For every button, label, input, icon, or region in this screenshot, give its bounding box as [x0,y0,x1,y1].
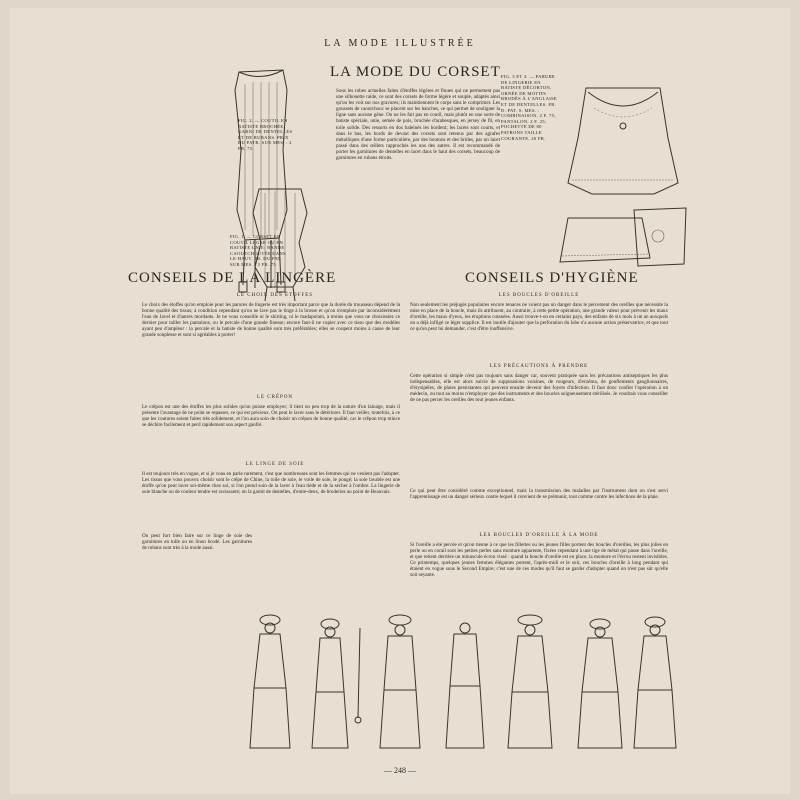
hygiene-subheading-precautions: LES PRÉCAUTIONS À PRENDRE [489,364,589,369]
hygiene-paragraph-precautions: Cette opération si simple n'est pas toujours sans danger car, souvent pratiquée sans les précautions antiseptiques les plus indispensables, elle est alors suivie de suppurations voisines, de rougeurs, d'eczéma, de gonflements ganglionnaires, d'érysipèles, de plaies persistantes qui peuvent ensuite devenir des foyers d'infection. Il faut donc confier l'opération à un médecin, ou tout au moins n'employer que des instruments et des boucles soigneusement stérilisés. Je voudrais vous conseiller de ne pas percer les oreilles des tout jeunes enfants. [410,373,668,404]
magazine-page [10,8,790,794]
hygiene-subheading-boucles: LES BOUCLES D'OREILLE [498,293,580,298]
hygiene-paragraph-mode: Si l'oreille a été percée et qu'on tienne à ce que les fillettes ou les jeunes filles portent des boucles d'oreilles, les plus jolies en perle ou en corail sont les petites perles sans monture apparente, fixées cependant à une tige de métal qui passe dans l'oreille, et que retient derrière un minuscule écrou vissé : quand la boucle d'oreille est en place, la monture et l'écrou restent invisibles. Ce printemps, quelques jeunes femmes élégantes portent, l'après-midi et le soir, ces boucles d'oreille à long pendant qui étaient en vogue sous le Second Empire; c'est une de ces modes qu'il faut se garder d'adopter quand on n'est pas sûr qu'elle soit seyante. [410,542,668,579]
lingere-subheading-etoffes: LE CHOIX DES ÉTOFFES [236,293,314,298]
page-number: — 248 — [384,766,416,775]
masthead: LA MODE ILLUSTRÉE [324,38,476,49]
lingere-paragraph-crepon: Le crêpon est une des étoffes les plus solides qu'on puisse employer; il tient un peu trop de la nature d'un lainage, mais il présente l'avantage de ne point se repasser, ce qui est précieux. On peut le laver sans le détériorer. Il faut veiller, toutefois, à ce que les coutures soient faites très solidement, et l'on aura soin de choisir un crêpon de bonne qualité, car le crêpon trop mince se déchire facilement et perd rapidement son aspect gaufré. [142,404,400,429]
fig3-4-caption: FIG. 3 ET 4. — PARURE DE LINGERIE EN BATISTE DÉCORTON, ORNÉE DE MOTIFS BRODÉS À L'ANGLAISE ET DE DENTELLES. PR. D. PAT. S. MES. : COMBINAISON, 2 F. 75; PANTALON, 2 F. 25; POCHETTE DE 80 PATRONS TAILLE COURANTE, 20 FR. [501,74,558,141]
hygiene-paragraph-precautions-2: Ce qui peut être considéré comme exceptionnel, mais la transmission des maladies par l'instrument dont on s'est servi l'apprentissage est un danger sérieux contre lequel il convient de se prémunir, tout comme contre les infections de la plaie. [410,488,668,501]
fashion-figures-illustration [240,608,680,758]
lingere-title: CONSEILS DE LA LINGÈRE [128,270,337,286]
hygiene-subheading-mode: LES BOUCLES D'OREILLE À LA MODE [479,533,599,538]
hygiene-title: CONSEILS D'HYGIÈNE [465,270,639,286]
lingere-subheading-crepon: LE CRÊPON [256,395,294,400]
fig2-caption: FIG. 2. — COUTIL EN BATISTE BROCHÉE, GARNI DE DENTELLES ET DE RUBANS. PRIX DU PATR. SUR MES. : 2 FR. 75. [238,118,293,151]
lingere-paragraph-soie-continued: On peut fort bien faire sur ce linge de soie des garnitures en tulle ou en linon brodé. Les garnitures de rubans sont très à la mode aussi. [142,533,252,552]
lingerie-set-illustration [558,68,688,278]
lingere-paragraph-etoffes: Le choix des étoffes qu'on emploie pour les parures de lingerie est très important parce que la durée du trousseau dépend de la bonne qualité des tissus; à condition cependant qu'on ne lave pas le linge à la brosse et qu'on n'emploie par inconsidérément l'eau de Javel et d'autres mordants. Je ne vous conseille ni le shirting, ni le madapolam, à moins que vous ne choisissiez ce dernier pour tailler les pantalons, ou le percale d'une grande finesse; encore faut-il ne copier avec ce tissu que des modèles ayant peu d'ampleur : la percale et la batiste de bonne qualité sont très préférables; elles se coupent moins à cause de leur grande souplesse et sont si agréables à porter! [142,302,400,339]
corset-title: LA MODE DU CORSET [330,64,501,80]
lingere-paragraph-soie: Il est toujours très en vogue, et si je vous en parle rarement, c'est que nombreuses sont les femmes qui ne veulent pas l'adopter. Les tissus que vous pouvez choisir sont le crêpe de Chine, la toile de soie, le voile de soie, le pongé; la soie lavable est une étoffe qu'on peut laver soi-même chez soi, si l'on prend soin de la laver à l'eau tiède et de la sécher à l'ombre. La lingerie de soie blanche ou de couleur tendre est ravissante; on la garnit de dentelles, d'entre-deux, de broderies au point de Beauvais. [142,471,400,496]
fig1-caption: FIG. 1. — CORSET EN COUTIL LÉGER OU EN BATISTE UNIE; BANDE CAOUTCHOUTÉE DANS LE HAUT. PR. DU PAT. SUR MES. : 3 FR. 75. [230,234,287,267]
corset-text: Sous les robes actuelles faites d'étoffes légères et floues qui ne permettent pas une silhouette raide, ce sont des corsets de forme légère et souple, adaptés ainsi qu'on les voit sur nos gravures; ils maintiennent le corps sans le comprimer. Les goussets de caoutchouc se placent sur les hanches, ce qui permet de souligner la ligne sans aucune gêne. On ne les fait pas en coutil, mais plutôt en une sorte de batiste spéciale, unie, semée de pois, brochée d'arabesques, en jersey de fil, en toile solide. Des ressorts en dos baleinés les bordent; les lacets sont courts, et dans le bas, les bords de devant des corsets sont retenus par des agrafes métalliques d'une forme particulière, par des boutons et des brides, par un lacet passé dans des œillets rapprochés les uns des autres. Il est recommandé de porter les garnitures de dentelles en lacet dans le haut des corsets, beaucoup de garnitures en rubans étroits. [336,88,500,162]
lingere-subheading-soie: LE LINGE DE SOIE [245,462,305,467]
hygiene-paragraph-boucles: Non seulement les préjugés populaires encore tenaces ne voient pas un danger dans le percement des oreilles que nécessite la mise en place de la boucle, mais ils attribuent, au contraire, à cette petite opération, une grande valeur pour prévenir les maux d'oreille, les maux d'yeux, les éruptions cutanées. Aussi trouve-t-on en certains pays, des enfants de six mois à un an auxquels on a déjà infligé ce léger supplice. Il est inutile d'ajouter que la perforation du lobe n'a aucune action préservatrice, et que tout ce qu'on peut lui demander, c'est d'être inoffensive. [410,302,668,333]
